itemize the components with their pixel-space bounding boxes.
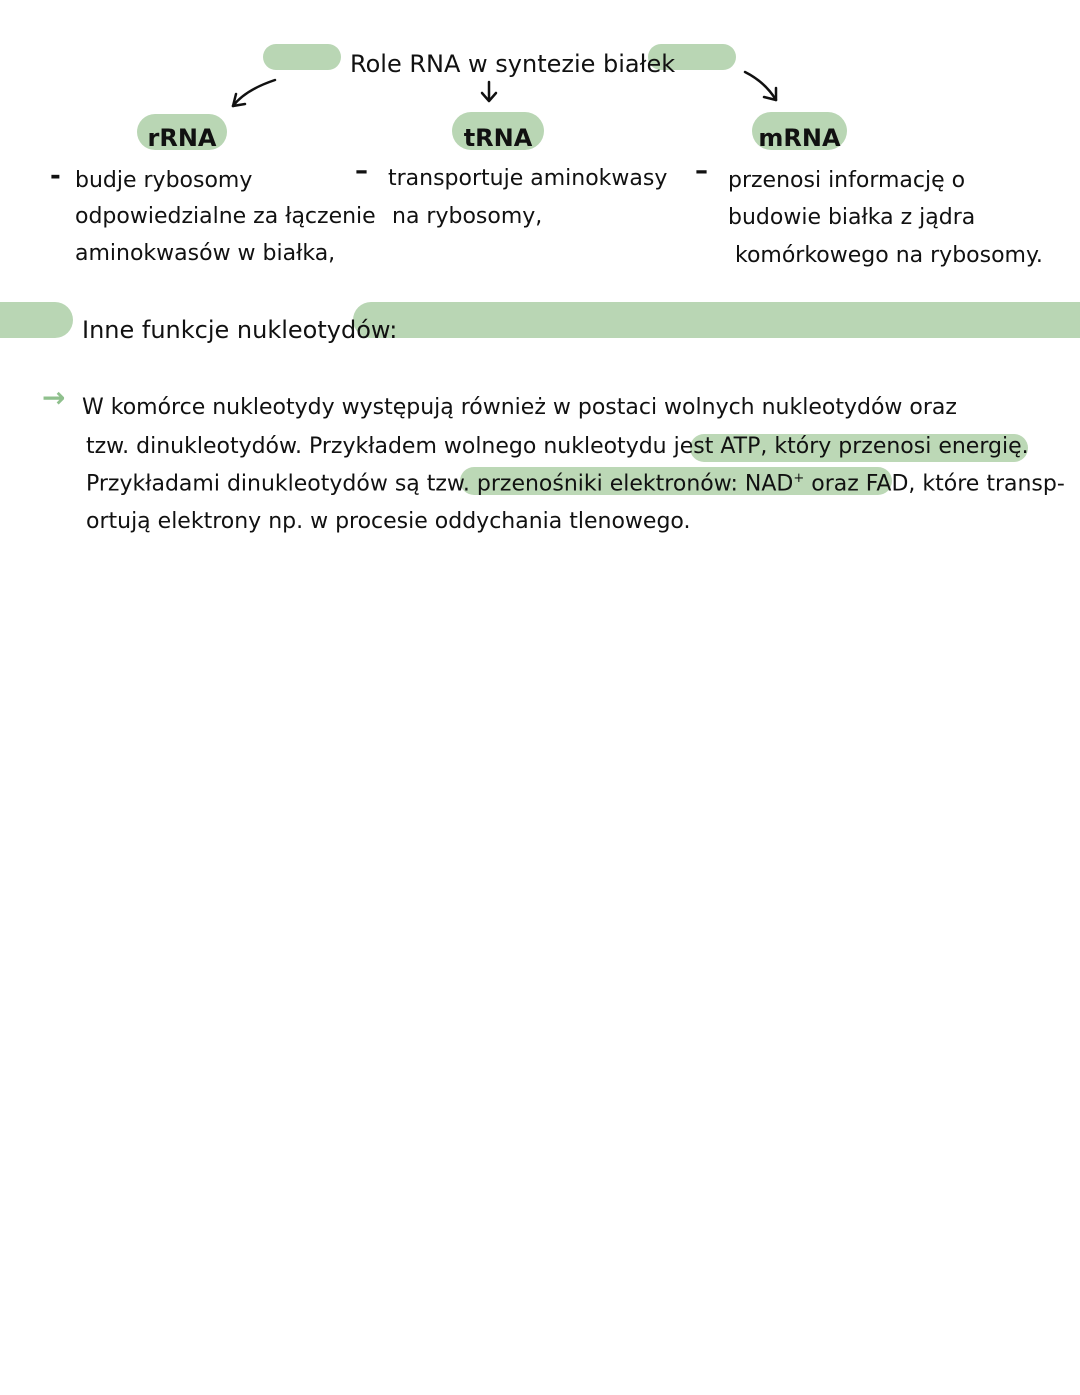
mrna-bullet: – [695, 156, 708, 186]
arrow-right-icon: → [42, 381, 66, 414]
paragraph-line-3a: Przykładami dinukleotydów są tzw. [86, 471, 477, 497]
paragraph-line-3d: które transp- [915, 471, 1065, 497]
trna-line-2: na rybosomy, [392, 204, 543, 229]
rrna-line-2: odpowiedzialne za łączenie [75, 204, 376, 229]
rrna-label: rRNA [147, 124, 217, 152]
heading-bar-right [353, 302, 1080, 338]
trna-bullet: – [355, 156, 368, 186]
paragraph-atp-phrase: ATP, który przenosi energię. [720, 434, 1029, 459]
trna-line-1: transportuje aminokwasy [388, 166, 668, 191]
mrna-line-2: budowie białka z jądra [728, 205, 976, 230]
mrna-line-1: przenosi informację o [728, 168, 966, 193]
paragraph-line-3c: oraz FAD, [804, 471, 916, 497]
paragraph-line-2a: tzw. dinukleotydów. Przykładem wolnego nukleotydu jest [86, 434, 721, 459]
diagram-title: Role RNA w syntezie białek [350, 50, 676, 78]
paragraph-line-2 [86, 436, 1029, 458]
paragraph-line-3 [86, 472, 1065, 495]
mrna-label: mRNA [758, 124, 841, 152]
rrna-line-3: aminokwasów w białka, [75, 241, 336, 266]
section-heading: Inne funkcje nukleotydów: [82, 316, 398, 344]
paragraph-line-1: W komórce nukleotydy występują również w postaci wolnych nukleotydów oraz [82, 395, 957, 420]
heading-bar-left [0, 302, 73, 338]
rrna-line-1: budje rybosomy [75, 168, 253, 193]
nad-plus-superscript: + [793, 471, 805, 486]
paragraph-carriers-phrase: przenośniki elektronów: NAD [476, 471, 794, 497]
mrna-line-3: komórkowego na rybosomy. [735, 243, 1043, 268]
arrow-to-mrna [745, 72, 776, 100]
rrna-bullet: - [50, 161, 61, 191]
trna-label: tRNA [463, 124, 533, 152]
paragraph-line-4: ortują elektrony np. w procesie oddychania tlenowego. [86, 509, 691, 534]
arrow-to-rrna [233, 80, 275, 106]
